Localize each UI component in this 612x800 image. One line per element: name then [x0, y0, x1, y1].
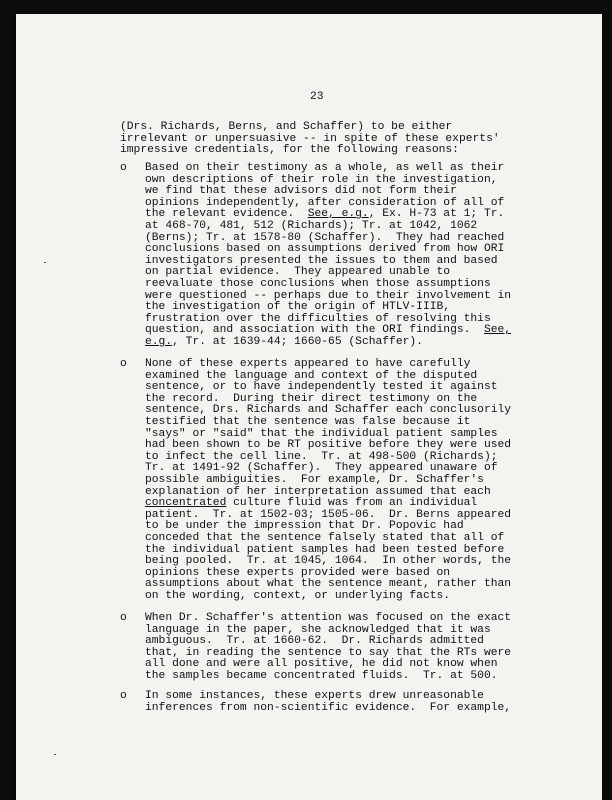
text-line: the investigation of the origin of HTLV-IIIB, [145, 301, 451, 314]
text-segment: culture fluid was from an individual [226, 497, 478, 510]
text-line: reevaluate those conclusions when those assumptions [145, 277, 491, 290]
text-line: sentence, or to have independently tested it against [145, 381, 498, 394]
text-line [145, 498, 560, 510]
text-line: the individual patient samples had been tested before [145, 543, 505, 556]
text-line [145, 337, 560, 349]
text-line: conclusions based on assumptions derived from how ORI [145, 243, 505, 256]
bullet-marker: o [120, 162, 127, 174]
bullet-text [145, 691, 560, 714]
text-line: were questioned -- perhaps due to their involvement in [145, 289, 512, 302]
text-line: being pooled. Tr. at 1045, 1064. In other words, the [145, 555, 512, 568]
text-line: that, in reading the sentence to say that the RTs were [145, 646, 512, 659]
text-line: on the wording, context, or underlying facts. [145, 589, 451, 602]
text-line: (Berns); Tr. at 1578-80 (Schaffer). They had reached [145, 231, 505, 244]
text-segment: question, and association with the ORI findings. [145, 324, 484, 337]
text-line: explanation of her interpretation assumed that each [145, 485, 491, 498]
text-line: had been shown to be RT positive before they were used [145, 439, 512, 452]
underlined-term: concentrated [145, 497, 227, 510]
text-line: investigators presented the issues to them and based [145, 254, 498, 267]
text-line: assumptions about what the sentence meant, rather than [145, 578, 512, 591]
text-line: testified that the sentence was false because it [145, 415, 471, 428]
text-line: at 468-70, 481, 512 (Richards); Tr. at 1042, 1062 [145, 219, 478, 232]
bullet-text [145, 359, 560, 602]
text-line: None of these experts appeared to have carefully [145, 358, 471, 370]
page-number: 23 [310, 91, 324, 103]
text-line: to infect the cell line. Tr. at 498-500 (Richards); [145, 450, 498, 463]
text-segment: , Ex. H-73 at 1; Tr. [368, 208, 505, 221]
text-line: (Drs. Richards, Berns, and Schaffer) to be either [120, 121, 453, 133]
text-line: examined the language and context of the disputed [145, 369, 478, 382]
text-line: irrelevant or unpersuasive -- in spite of these experts' [120, 132, 500, 145]
text-line: conceded that the sentence falsely stated that all of [145, 531, 505, 544]
text-line: patient. Tr. at 1502-03; 1505-06. Dr. Berns appeared [145, 508, 512, 521]
text-line: "says" or "said" that the individual patient samples [145, 427, 498, 440]
text-line: impressive credentials, for the following reasons: [120, 144, 459, 157]
scan-speck [44, 262, 46, 263]
citation-signal: See, [483, 324, 512, 337]
text-line: Tr. at 1491-92 (Schaffer). They appeared unaware of [145, 462, 498, 475]
intro-paragraph [120, 122, 560, 157]
text-line: possible ambiguities. For example, Dr. Schaffer's [145, 473, 484, 486]
text-segment: , Tr. at 1639-44; 1660-65 (Schaffer). [172, 335, 423, 348]
text-line: ambiguous. Tr. at 1660-62. Dr. Richards admitted [145, 635, 484, 648]
text-segment: the relevant evidence. [145, 208, 308, 221]
text-line: on partial evidence. They appeared unable to [145, 266, 451, 279]
text-line: language in the paper, she acknowledged that it was [145, 623, 491, 636]
text-line: to be under the impression that Dr. Popovic had [145, 520, 464, 533]
text-line: the samples became concentrated fluids. Tr. at 500. [145, 669, 498, 682]
text-line: When Dr. Schaffer's attention was focused on the exact [145, 612, 512, 624]
text-line: own descriptions of their role in the investigation, [145, 173, 498, 186]
bullet-marker: o [120, 358, 127, 370]
text-line: frustration over the difficulties of resolving this [145, 312, 491, 325]
text-line: opinions independently, after consideration of all of [145, 196, 505, 209]
text-line: sentence, Drs. Richards and Schaffer each conclusorily [145, 404, 512, 417]
scan-speck [54, 754, 56, 755]
text-line: we find that these advisors did not form their [145, 185, 457, 198]
bullet-marker: o [120, 690, 127, 702]
text-line: Based on their testimony as a whole, as well as their [145, 162, 505, 174]
bullet-marker: o [120, 612, 127, 624]
text-line: inferences from non-scientific evidence. For example, [145, 701, 512, 714]
text-line: the record. During their direct testimony on the [145, 392, 478, 405]
bullet-text [145, 613, 560, 683]
text-line: In some instances, these experts drew unreasonable [145, 690, 484, 702]
document-page [16, 14, 602, 800]
text-line: opinions these experts provided were based on [145, 566, 451, 579]
citation-signal: e.g. [145, 335, 173, 348]
text-line: all done and were all positive, he did not know when [145, 658, 498, 671]
citation-signal: See, e.g. [307, 208, 369, 221]
bullet-text [145, 163, 560, 349]
